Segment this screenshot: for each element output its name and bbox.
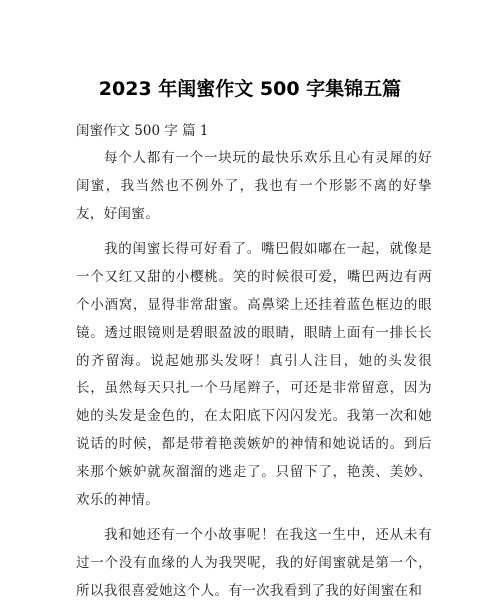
document-body: [76, 145, 432, 614]
section-heading: 闺蜜作文 500 字 篇 1: [76, 123, 209, 139]
document-title: 2023 年闺蜜作文 500 字集锦五篇: [98, 78, 402, 100]
paragraph-2: 我的闺蜜长得可好看了。嘴巴假如嘟在一起，就像是一个又红又甜的小樱桃。笑的时候很可爱，嘴巴两边有两个小酒窝，显得非常甜蜜。高鼻梁上还挂着蓝色框边的眼镜。透过眼镜则是碧眼盈波的眼睛，眼睛上面有一排长长的齐留海。说起她那头发呀！真引人注目，她的头发很长，虽然每天只扎一个马尾辫子，可还是非常留意，因为她的头发是金色的，在太阳底下闪闪发光。我第一次和她说话的时候，都是带着艳羡嫉妒的神情和她说话的。到后来那个嫉妒就灰溜溜的逃走了。只留下了，艳羡、美妙、欢乐的神情。: [76, 241, 432, 508]
paragraph-3: 我和她还有一个小故事呢！在我这一生中，还从未有过一个没有血缘的人为我哭呢，我的好闺蜜就是第一个，所以我很喜爱她这个人。有一次我看到了我的好闺蜜在和: [76, 527, 432, 599]
paragraph-1: 每个人都有一个一块玩的最快乐欢乐且心有灵犀的好闺蜜，我当然也不例外了，我也有一个形影不离的好挚友，好闺蜜。: [76, 150, 432, 222]
